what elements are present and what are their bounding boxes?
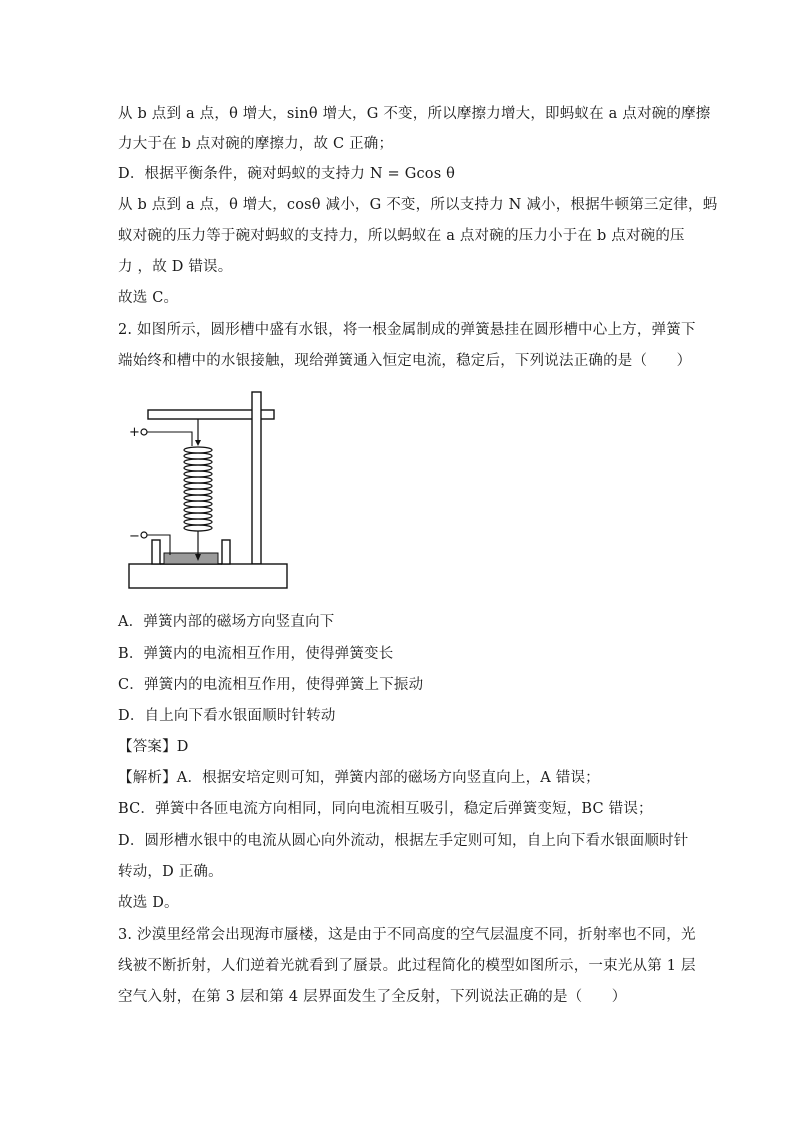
option-c: C．弹簧内的电流相互作用，使得弹簧上下振动 bbox=[118, 677, 424, 693]
analysis-text: D．圆形槽水银中的电流从圆心向外流动，根据左手定则可知，自上向下看水银面顺时针 bbox=[118, 833, 689, 849]
plus-terminal bbox=[141, 429, 147, 435]
paragraph-line: 故选 C。 bbox=[118, 290, 179, 306]
question-text: 2. 如图所示，圆形槽中盛有水银，将一根金属制成的弹簧悬挂在圆形槽中心上方，弹簧下 bbox=[118, 322, 696, 338]
analysis-text: BC．弹簧中各匝电流方向相同，同向电流相互吸引，稳定后弹簧变短，BC 错误； bbox=[118, 801, 653, 817]
paragraph-line: 蚁对碗的压力等于碗对蚂蚁的支持力，所以蚂蚁在 a 点对碗的压力小于在 b 点对碗的压 bbox=[118, 228, 685, 244]
question-text: 3. 沙漠里经常会出现海市蜃楼，这是由于不同高度的空气层温度不同，折射率也不同，光 bbox=[118, 927, 696, 943]
plus-terminal-label: + bbox=[129, 425, 140, 440]
base-plate bbox=[129, 564, 287, 588]
spring-mercury-apparatus-figure bbox=[126, 388, 292, 592]
analysis-text: 【解析】A．根据安培定则可知，弹簧内部的磁场方向竖直向上，A 错误； bbox=[118, 770, 600, 786]
analysis-text: 转动，D 正确。 bbox=[118, 864, 223, 880]
question-text: 空气入射，在第 3 层和第 4 层界面发生了全反射，下列说法正确的是（ ） bbox=[118, 989, 627, 1005]
question-text: 线被不断折射，人们逆着光就看到了蜃景。此过程简化的模型如图所示，一束光从第 1 层 bbox=[118, 958, 696, 974]
option-b: B．弹簧内的电流相互作用，使得弹簧变长 bbox=[118, 646, 394, 662]
paragraph-line: 从 b 点到 a 点，θ 增大，sinθ 增大，G 不变，所以摩擦力增大，即蚂蚁在 a 点对碗的摩擦 bbox=[118, 106, 711, 122]
trough-left-wall bbox=[152, 540, 160, 564]
answer-label: 【答案】D bbox=[118, 739, 189, 755]
paragraph-line: 故选 D。 bbox=[118, 895, 179, 911]
paragraph-line: 从 b 点到 a 点，θ 增大，cosθ 减小，G 不变，所以支持力 N 减小，根据牛顿第三定律，蚂 bbox=[118, 197, 718, 213]
option-a: A．弹簧内部的磁场方向竖直向下 bbox=[118, 614, 335, 630]
paragraph-line: 力 ，故 D 错误。 bbox=[118, 259, 233, 275]
trough-right-wall bbox=[222, 540, 230, 564]
paragraph-line: 力大于在 b 点对碗的摩擦力，故 C 正确； bbox=[118, 136, 394, 152]
support-stand bbox=[252, 392, 261, 564]
mercury bbox=[164, 553, 218, 564]
question-text: 端始终和槽中的水银接触，现给弹簧通入恒定电流，稳定后，下列说法正确的是（ ） bbox=[118, 353, 692, 369]
minus-terminal bbox=[141, 532, 147, 538]
minus-terminal-label: − bbox=[129, 529, 140, 544]
spring-coil bbox=[184, 447, 212, 531]
paragraph-line: D．根据平衡条件，碗对蚂蚁的支持力 N = Gcos θ bbox=[118, 166, 456, 182]
option-d: D．自上向下看水银面顺时针转动 bbox=[118, 708, 336, 724]
